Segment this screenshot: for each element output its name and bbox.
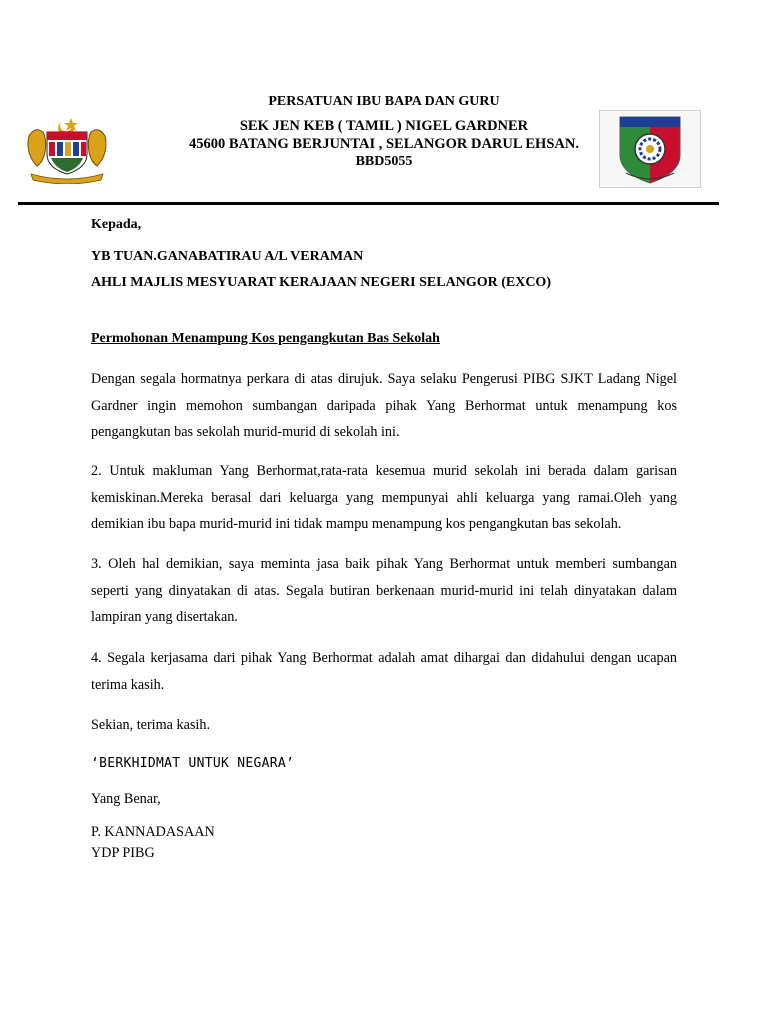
sign-off: Yang Benar,	[91, 791, 161, 807]
school-address: 45600 BATANG BERJUNTAI , SELANGOR DARUL EHSAN.	[189, 136, 579, 152]
letter-subject: Permohonan Menampung Kos pengangkutan Bas Sekolah	[91, 331, 440, 346]
signatory-name: P. KANNADASAAN	[91, 824, 215, 840]
school-badge-logo	[599, 110, 701, 188]
body-paragraph-3: 3. Oleh hal demikian, saya meminta jasa baik pihak Yang Berhormat untuk memberi sumbangan seperti yang dinyatakan di atas. Segala butiran berkenaan murid-murid ini telah dinyatakan dalam lampiran yang disertakan.	[91, 556, 677, 625]
body-paragraph-4: 4. Segala kerjasama dari pihak Yang Berhormat adalah amat dihargai dan didahului dengan ucapan terima kasih.	[91, 650, 677, 693]
signatory-title: YDP PIBG	[91, 845, 155, 861]
body-paragraph-2: 2. Untuk makluman Yang Berhormat,rata-rata kesemua murid sekolah ini berada dalam garisan kemiskinan.Mereka berasal dari keluarga yang mempunyai ahli keluarga yang ramai.Oleh yang demikian ibu bapa murid-murid ini tidak mampu menampung kos pengangkutan bas sekolah.	[91, 463, 677, 532]
body-paragraph-1: Dengan segala hormatnya perkara di atas dirujuk. Saya selaku Pengerusi PIBG SJKT Ladang Nigel Gardner ingin memohon sumbangan daripada pihak Yang Berhormat untuk menampung kos pengangkutan bas sekolah murid-murid di sekolah ini.	[91, 371, 677, 440]
school-name: SEK JEN KEB ( TAMIL ) NIGEL GARDNER	[239, 118, 529, 134]
organization-name: PERSATUAN IBU BAPA DAN GURU	[268, 94, 500, 109]
recipient-name: YB TUAN.GANABATIRAU A/L VERAMAN	[91, 249, 364, 264]
school-code: BBD5055	[355, 154, 413, 169]
closing-thanks: Sekian, terima kasih.	[91, 717, 210, 733]
recipient-position: AHLI MAJLIS MESYUARAT KERAJAAN NEGERI SELANGOR (EXCO)	[91, 275, 551, 290]
header-divider	[18, 202, 719, 205]
motto: ‘BERKHIDMAT UNTUK NEGARA’	[91, 756, 295, 771]
salutation: Kepada,	[91, 217, 142, 232]
